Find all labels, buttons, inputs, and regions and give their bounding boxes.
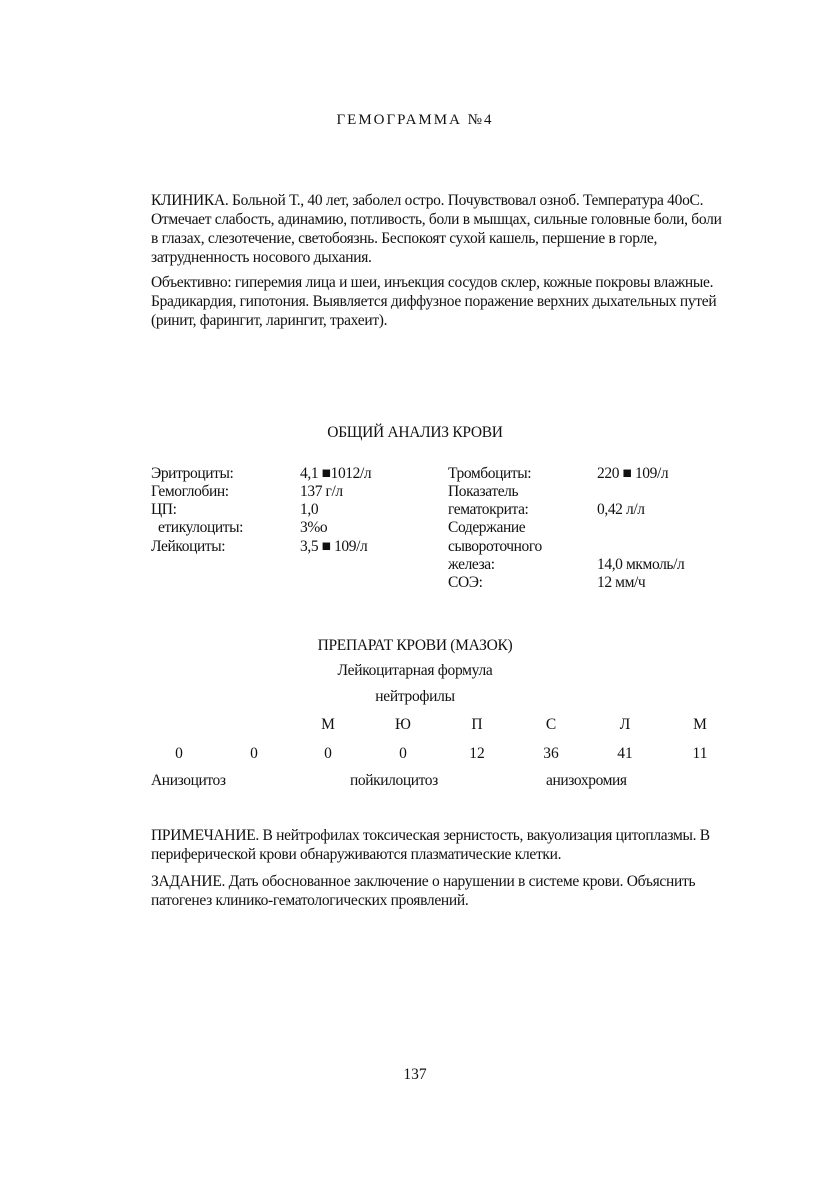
blood-left-value: 3%о [300,519,328,536]
formula-value: 0 [175,745,183,762]
formula-value: 0 [399,745,407,762]
blood-right-label: Тромбоциты: [448,465,532,482]
note-text: ПРИМЕЧАНИЕ. В нейтрофилах токсическая зернистость, вакуолизация цитоплазмы. В периферической крови обнаруживаются плазматические клетки. [151,827,710,863]
blood-right-value: 12 мм/ч [597,574,646,591]
formula-value: 12 [469,745,485,762]
blood-analysis-title: ОБЩИЙ АНАЛИЗ КРОВИ [327,424,503,441]
blood-right-label: гематокрита: [448,501,529,518]
blood-right-label: СОЭ: [448,574,483,591]
smear-title: ПРЕПАРАТ КРОВИ (МАЗОК) [317,637,513,654]
formula-header: П [471,716,483,733]
blood-left-value: 137 г/л [300,483,343,500]
formula-value: 11 [692,745,708,762]
clinic-paragraph [151,191,731,267]
blood-right-value: 220 ■ 109/л [597,465,669,482]
neutrophils-label: нейтрофилы [375,688,455,705]
page-number: 137 [403,1066,427,1083]
clinic-text: КЛИНИКА. Больной Т., 40 лет, заболел остро. Почувствовал озноб. Температура 40оС. Отмечает слабость, адинамию, потливость, боли в мышцах, сильные головные боли, боли в глазах, слезотечение, светобоязнь. Беспокоят сухой кашель, першение в горле, затрудненность носового дыхания. [151,192,722,266]
formula-header: Л [619,716,631,733]
blood-right-label: железа: [448,556,495,573]
formula-value: 41 [617,745,633,762]
blood-left-value: 4,1 ■1012/л [300,465,372,482]
formula-header: М [693,716,707,733]
formula-value: 36 [543,745,559,762]
blood-left-label: Гемоглобин: [151,483,229,500]
formula-value: 0 [250,745,258,762]
blood-left-label: Лейкоциты: [151,538,226,555]
leukocyte-formula-title: Лейкоцитарная формула [337,662,493,679]
morphology-anisocytosis: Анизоцитоз [151,772,226,789]
blood-left-label: етикулоциты: [151,519,244,536]
blood-left-label: ЦП: [151,501,177,518]
formula-header: Ю [395,716,411,733]
blood-right-label: сывороточного [448,538,542,555]
page-title: ГЕМОГРАММА №4 [336,112,494,128]
morphology-poikilocytosis: пойкилоцитоз [350,772,438,789]
blood-left-value: 1,0 [300,501,319,518]
morphology-anisochromia: анизохромия [546,772,627,789]
formula-header: С [545,716,557,733]
formula-header: М [321,716,335,733]
blood-right-label: Показатель [448,483,519,500]
blood-left-label: Эритроциты: [151,465,234,482]
objective-text: Объективно: гиперемия лица и шеи, инъекция сосудов склер, кожные покровы влажные. Брадикардия, гипотония. Выявляется диффузное поражение верхних дыхательных путей (ринит, фарингит, ларингит, трахеит). [151,274,717,329]
blood-left-value: 3,5 ■ 109/л [300,538,368,555]
formula-value: 0 [324,745,332,762]
objective-paragraph [151,273,731,330]
task-text: ЗАДАНИЕ. Дать обоснованное заключение о нарушении в системе крови. Объяснить патогенез клинико-гематологических проявлений. [151,873,696,909]
blood-right-label: Содержание [448,519,526,536]
blood-right-value: 0,42 л/л [597,501,645,518]
task-paragraph [151,872,731,910]
note-paragraph [151,826,731,864]
blood-right-value: 14,0 мкмоль/л [597,556,685,573]
